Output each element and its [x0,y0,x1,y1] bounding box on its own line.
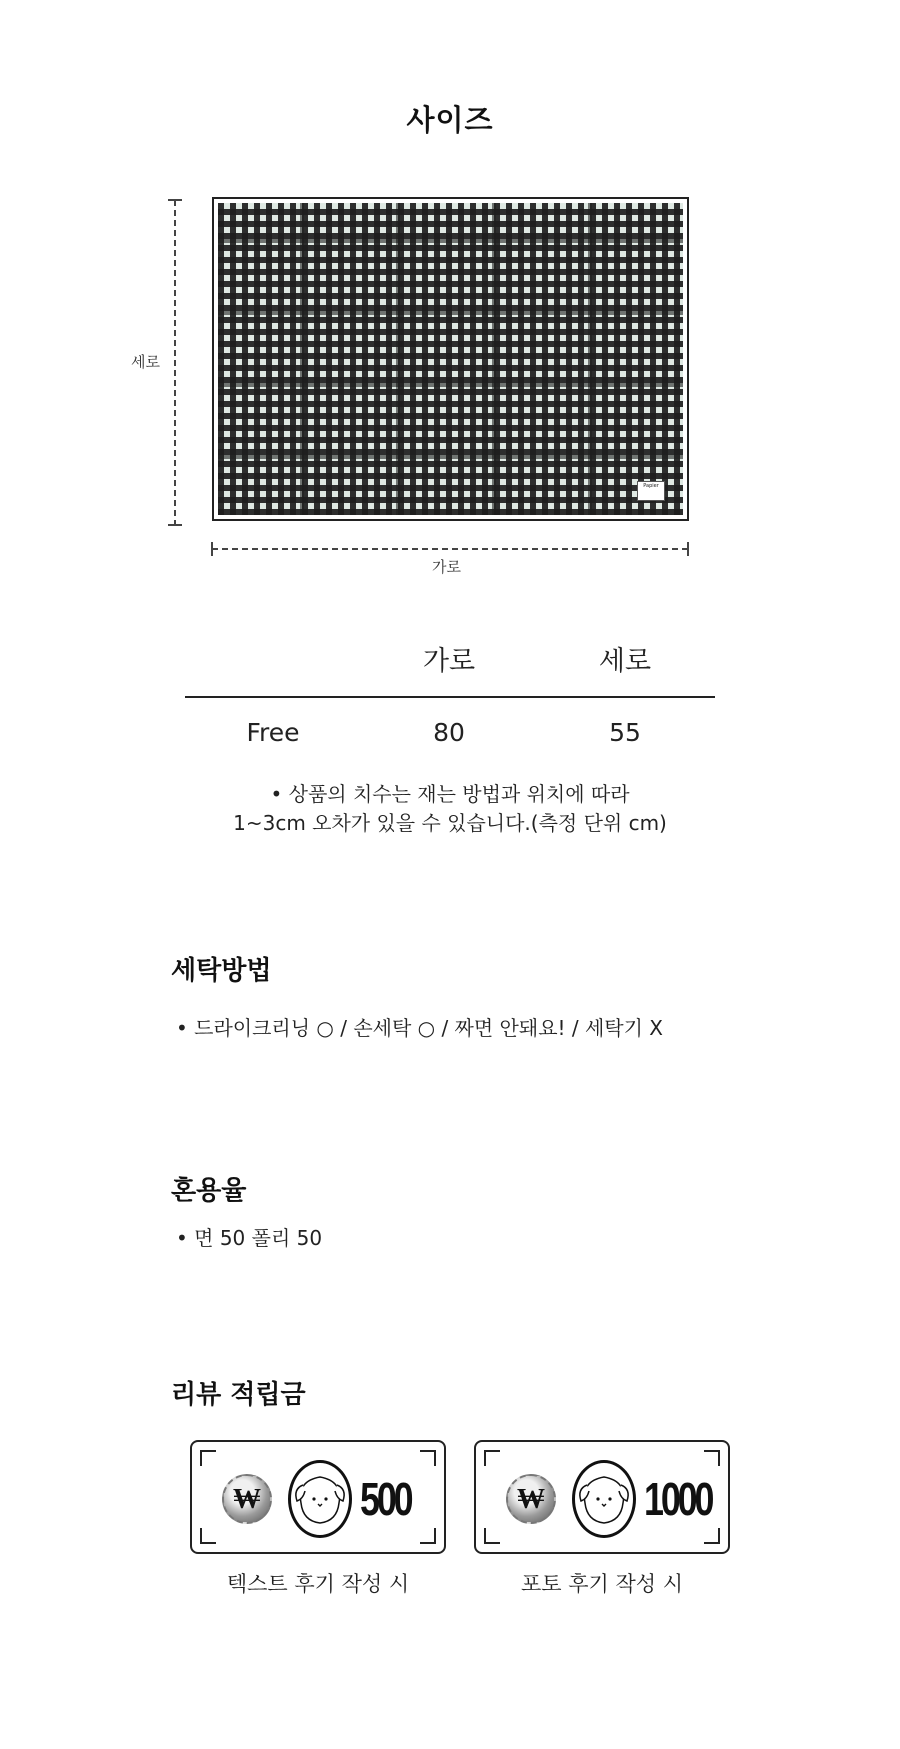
height-dimension-line [174,200,176,526]
brand-tag-text: Papier [643,483,659,489]
width-dimension-cap-right [687,542,689,556]
size-table-header-cell [185,640,361,696]
height-label: 세로 [131,353,160,371]
won-coin-icon [506,1474,556,1524]
material-composition: • 면 50 폴리 50 [176,1226,323,1250]
photo-review-caption: 포토 후기 작성 시 [520,1572,684,1596]
size-title: 사이즈 [406,103,494,137]
wash-title: 세탁방법 [171,956,272,986]
coupon-amount: 500 [360,1473,411,1525]
review-reward-title: 리뷰 적립금 [171,1380,306,1410]
size-table [185,640,715,768]
coupon-corner [420,1528,436,1544]
height-dimension-cap-bottom [168,524,182,526]
coupon-corner [484,1450,500,1466]
size-table-header-cell: 세로 [598,646,652,677]
photo-review-coupon [474,1440,730,1554]
puppy-face-icon [288,1460,352,1538]
size-note-line-2: 1~3cm 오차가 있을 수 있습니다.(측정 단위 cm) [233,811,667,835]
text-review-coupon [190,1440,446,1554]
coupon-corner [704,1450,720,1466]
coupon-corner [484,1528,500,1544]
puppy-face-drawing [291,1463,349,1535]
coupon-corner [200,1450,216,1466]
wash-instructions: • 드라이크리닝 ○ / 손세탁 ○ / 짜면 안돼요! / 세탁기 X [176,1016,664,1040]
puppy-face-icon [572,1460,636,1538]
won-symbol: ₩ [233,1482,261,1515]
text-review-caption: 텍스트 후기 작성 시 [226,1572,410,1596]
width-dimension-line [212,548,688,550]
plaid-pattern [218,203,683,515]
width-label: 가로 [432,558,461,576]
brand-tag [637,481,665,501]
width-dimension-cap-left [211,542,213,556]
puppy-face-drawing [575,1463,633,1535]
won-coin-icon [222,1474,272,1524]
height-dimension-cap-top [168,199,182,201]
size-table-header [185,640,715,698]
size-table-cell: 80 [433,718,465,747]
size-table-cell: Free [246,718,300,747]
coupon-corner [704,1528,720,1544]
won-symbol: ₩ [517,1482,545,1515]
size-note-line-1: • 상품의 치수는 재는 방법과 위치에 따라 [270,782,630,806]
table-row [185,698,715,768]
coupon-corner [200,1528,216,1544]
coupon-amount: 1000 [644,1473,712,1525]
material-title: 혼용율 [171,1176,247,1206]
size-table-cell: 55 [609,718,641,747]
size-table-header-cell: 가로 [422,646,476,677]
coupon-corner [420,1450,436,1466]
plaid-blanket-illustration [212,197,689,521]
